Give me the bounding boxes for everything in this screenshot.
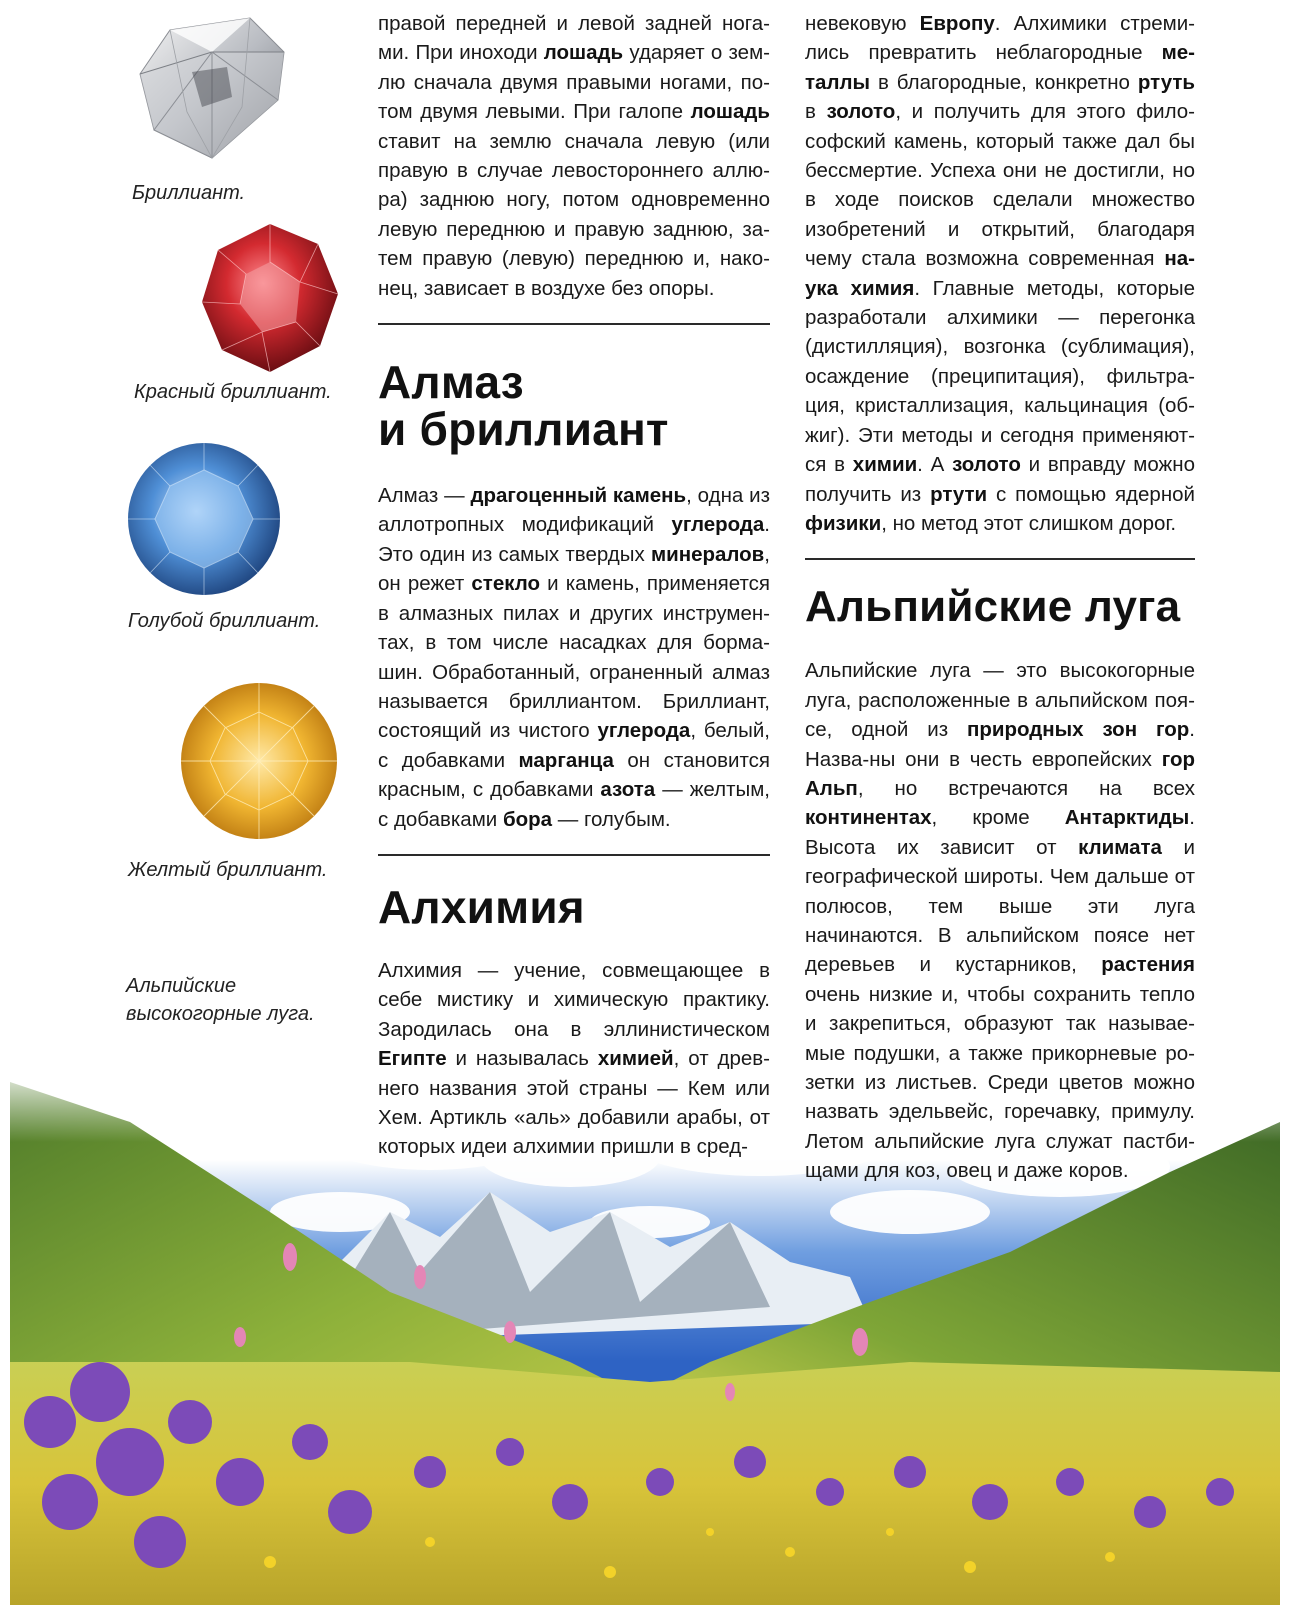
alchemy-continued-paragraph: невековую Европу. Алхимики стреми-лись превратить неблагородные ме-таллы в благородные, конкретно ртуть в золото, и получить для этого фило-софский камень, который также дал бы бессмертие. Успеха они не достигли, но в ходе поисков сделали множество изобретений и открытий, благодаря чему стала возможна современная на-ука химия. Главные методы, которые разработали алхимики — перегонка (дистилляция), возгонка (сублимация), осаждение (преципитация), фильтра-ция, кристаллизация, кальцинация (об-жиг). Эти методы и сегодня применяют-ся в химии. А золото и вправду можно получить из ртути с помощью ядерной физики, но метод этот слишком дорог. [805,12,1195,535]
meadows-paragraph: Альпийские луга — это высокогорные луга, расположенные в альпийском поя-се, одной из природных зон гор. Назва-ны они в честь европейских гор Альп, но встречаются на всех континентах, кроме Антарктиды. Высота их зависит от климата и географической широты. Чем дальше от полюсов, тем выше эти луга начинаются. В альпийском поясе нет деревьев и кустарников, растения очень низкие и, чтобы сохранить тепло и закрепиться, образуют так называе-мые подушки, а также прикорневые ро-зетки из листьев. Среди цветов можно назвать эдельвейс, горечавку, примулу. Летом альпийские луга служат пастби-щами для коз, овец и даже коров. [805,659,1195,1183]
section-divider [378,854,770,856]
section-divider [805,558,1195,560]
section-title-alpine-meadows: Альпийские луга [805,582,1181,632]
caption-yellow-brilliant: Желтый бриллиант. [128,859,328,881]
section-title-alchemy: Алхимия [378,880,585,933]
white-diamond-image [132,12,290,162]
caption-alpine-meadows [126,972,315,1028]
horse-gait-paragraph: правой передней и левой задней нога-ми. При иноходи лошадь ударяет о зем-лю сначала двумя правыми ногами, по-том двумя левыми. При галопе лошадь ставит на землю сначала левую (или правую в случае левостороннего аллю-ра) заднюю ногу, потом одновременно левую переднюю и правую заднюю, за-тем правую (левую) переднюю и, нако-нец, зависает в воздухе без опоры. [378,12,770,300]
almaz-paragraph: Алмаз — драгоценный камень, одна из аллотропных модификаций углерода. Это один из самых твердых минералов, он режет стекло и камень, применяется в алмазных пилах и других инструмен-тах, в том числе насадках для борма-шин. Обработанный, ограненный алмаз называется бриллиантом. Бриллиант, состоящий из чистого углерода, белый, с добавками марганца он становится красным, с добавками азота — желтым, с добавками бора — голубым. [378,484,771,831]
kw-horse-2: лошадь [690,100,770,124]
kw-horse-1: лошадь [543,41,624,65]
section-title-almaz: Алмаз и бриллиант [378,356,669,456]
middle-column [378,0,770,1162]
alchemy-paragraph: Алхимия — учение, совмещающее в себе мистику и химическую практику. Зародилась она в эллинистическом Египте и называлась химией, от древ-него названия этой страны — Кем или Хем. Артикль «аль» добавили арабы, от которых идеи алхимии пришли в сред- [378,958,770,1159]
yellow-diamond-image [180,682,338,840]
caption-alpine-line-2: высокогорные луга. [126,1003,315,1025]
caption-brilliant: Бриллиант. [132,182,246,204]
section-divider [378,323,770,325]
caption-red-brilliant: Красный бриллиант. [134,381,332,403]
right-column [805,0,1195,1186]
red-diamond-image [200,222,340,374]
caption-blue-brilliant: Голубой бриллиант. [128,610,321,632]
caption-alpine-line-1: Альпийские [126,975,237,997]
blue-diamond-image [125,440,283,598]
